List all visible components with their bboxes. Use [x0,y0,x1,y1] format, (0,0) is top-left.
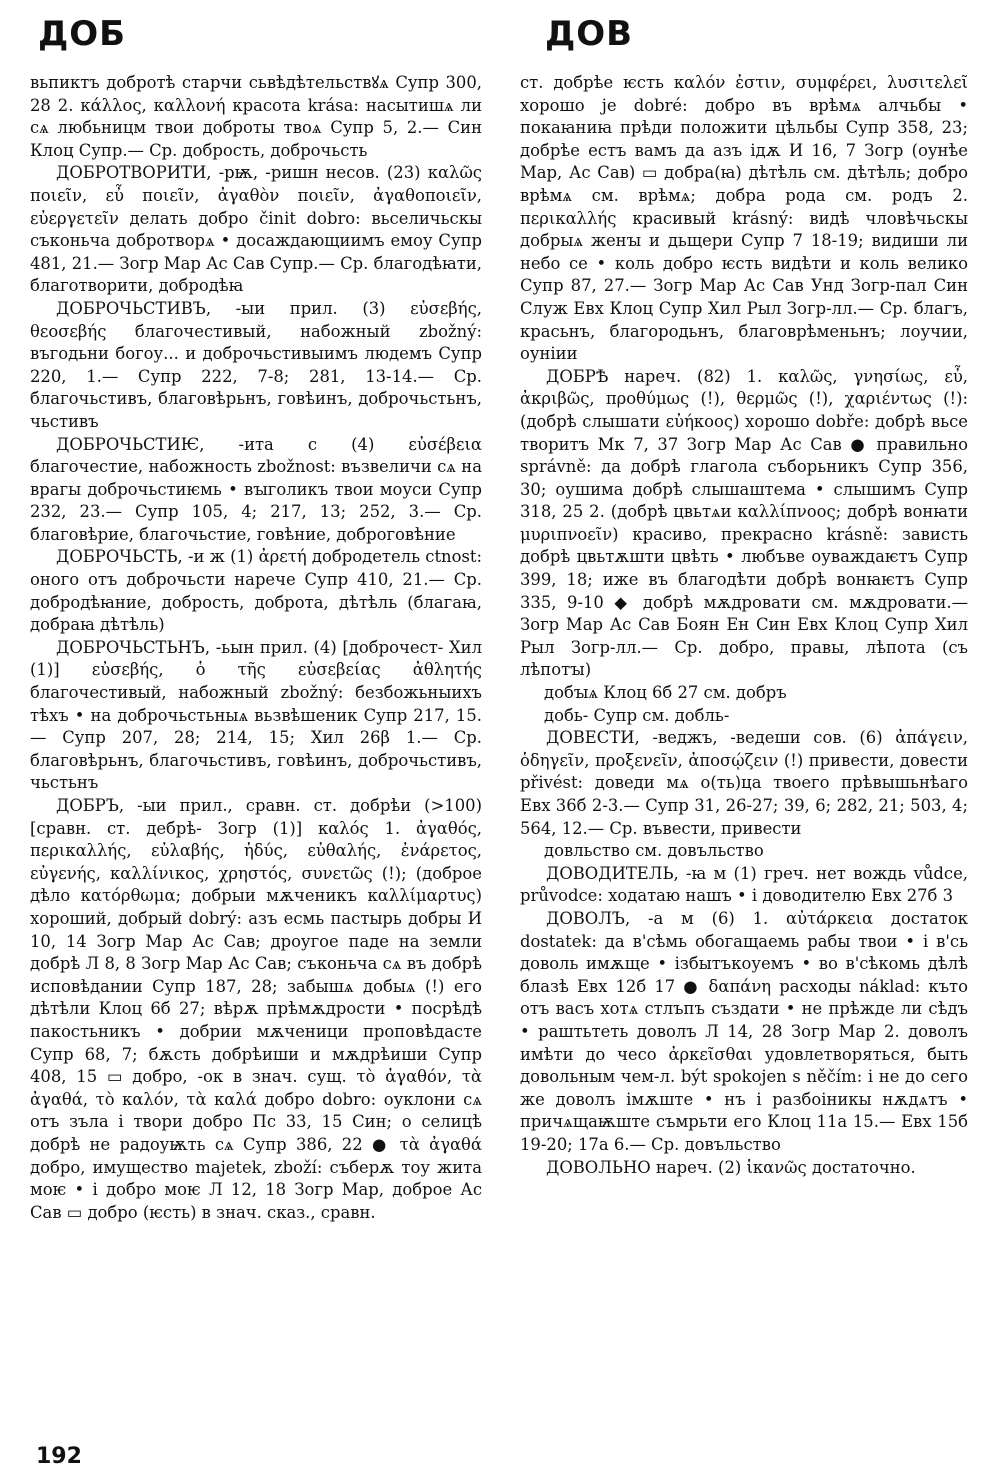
dictionary-entry: ДОВОДИТЕЛЬ, -ꙗ м (1) греч. нет вождь vůdce, průvodce: ходатаю нашъ • і доводителю Евх 27б 3 [520,863,968,906]
right-column [520,72,968,1179]
dictionary-entry: ДОБРОЧЬСТЬ, -и ж (1) ἀρετή добродетель ctnost: оного отъ доброчьсти нарече Супр 410, 21.— Ср. добродѣꙗние, добрость, доброта, дѣтѣль (благаꙗ, добраꙗ дѣтѣль) [30,547,482,635]
dictionary-entry: ДОВЕСТИ, -веджъ, -ведеши сов. (6) ἀπάγειν, ὁδηγεῖν, προξενεῖν, ἀποσῴζειν (!) привести, довести přivést: доведи мѧ о(ть)ца твоего прѣвышьнѣаго Евх 36б 2-3.— Супр 31, 26-27; 39, 6; 282, 21; 503, 4; 564, 12.— Ср. въвести, привести [520,728,968,838]
dictionary-entry: ДОБРѢ нареч. (82) 1. καλῶς, γνησίως, εὖ, ἀκριβῶς, προθύμως (!), θερμῶς (!), χαριέντως (!): (добрѣ слышати εὐήκοος) хорошо dobře: добрѣ вьсе творитъ Мк 7, 37 Зогр Мар Ас Сав ● правильно správně: да добрѣ глагола съборьникъ Супр 356, 30; оушима добрѣ слышаштема • слышимъ Супр 318, 25 2. (добрѣ цвьтѧи καλλίπνοος; добрѣ вонꙗти μυριπνοεῖν) красиво, прекрасно krásně: зависть добрѣ цвьтѫшти цвѣть • любъве оуваждаѥтъ Супр 399, 18; иже въ благодѣти добрѣ вонꙗѥтъ Супр 335, 9-10 ◆ добрѣ мѫдровати см. мѫдровати.— Зогр Мар Ас Сав Боян Ен Син Евх Клоц Супр Хил Рыл Зогр-лл.— Ср. добро, правы, лѣпота (съ лѣпотꙑ) [520,366,968,680]
running-head-right: ДОВ [545,14,634,54]
dictionary-entry: вьпиктъ добротѣ старчи сьвѣдѣтельствꙋѧ Супр 300, 28 2. κάλλος, καλλονή красота krása: насытишѧ ли сѧ любьницм твои доброты твоѧ Супр 5, 2.— Син Клоц Супр.— Ср. добрость, доброчьсть [30,73,482,160]
dictionary-entry: ДОБРЪ, -ыи прил., сравн. ст. добрѣи (>100) [сравн. ст. дебрѣ- Зогр (1)] καλός 1. ἀγαθός, περικαλλής, εὐλαβής, ἡδύς, εὐθαλής, ἐνάρετος, εὐγενής, καλλίνικος, χρηστός, συνετῶς (!); (доброе дѣло κατόρθωμα; добрыи мѫченикъ καλλίμαρτυς) хороший, добрый dobrý: азъ есмь пастырь добры И 10, 14 Зогр Мар Ас Сав; дроугое паде на земли добрѣ Л 8, 8 Зогр Мар Ас Сав; съконьча сѧ въ добрѣ исповѣдании Супр 187, 28; забышѧ добыѧ (!) его дѣтѣли Клоц 6б 27; вѣрѫ прѣмѫдрости • посрѣдѣ пакостьникъ • добрии мѫченици проповѣдасте Супр 68, 7; бѫсть добрѣиши и мѫдрѣиши Супр 408, 15 ▭ добро, -ок в знач. сущ. τὸ ἀγαθόν, τὰ ἀγαθά, τὸ καλόν, τὰ καλά добро dobro: оуклони сѧ отъ зъла і твори добро Пс 33, 15 Син; о селицѣ добрѣ не радоуѭть сѧ Супр 386, 22 ● τὰ ἀγαθά добро, имущество majetek, zboží: съберѫ тоу жита моѥ • і добро моѥ Л 12, 18 Зогр Мар, доброе Ас Сав ▭ добро (ѥсть) в знач. сказ., сравн. [30,796,482,1222]
dictionary-entry: ДОБРОТВОРИТИ, -рѭ, -ришн несов. (23) καλῶς ποιεῖν, εὖ ποιεῖν, ἀγαθὸν ποιεῖν, ἀγαθοποιεῖν, εὐεργετεῖν делать добро činit dobro: вьселичьскы съконьча добротворѧ • досаждающиимъ емоу Супр 481, 21.— Зогр Мар Ас Сав Супр.— Ср. благодѣꙗти, благотворити, добродѣꙗ [30,163,482,296]
cross-reference: добꙑѧ Клоц 6б 27 см. добръ [544,683,787,703]
dictionary-entry: ДОБРОЧЬСТЬНЪ, -ьын прил. (4) [доброчест- Хил (1)] εὐσεβής, ὁ τῆς εὐσεβείας ἀθλητής благочестивый, набожный zbožný: безбожьныихъ тѣхъ • на доброчьстьныѧ вьзвѣшеник Супр 217, 15.— Супр 207, 28; 214, 15; Хил 26β 1.— Ср. благовѣрьнъ, благочьстивъ, говѣинъ, доброчьстивъ, чьстьнъ [30,637,482,793]
cross-reference: довльство см. довъльство [544,841,764,861]
page-number: 192 [36,1444,82,1469]
dictionary-entry: ДОБРОЧЬСТИѤ, -ита с (4) εὐσέβεια благочестие, набожность zbožnost: възвеличи сѧ на врагы доброчьстиѥмь • вꙑголикъ твои моуси Супр 232, 23.— Супр 105, 4; 217, 13; 252, 3.— Ср. благовѣрие, благочьстие, говѣние, доброговѣние [30,434,482,544]
dictionary-entry: ДОВОЛЬНО нареч. (2) ἱκανῶς достаточно. [546,1157,916,1177]
cross-reference: добь- Супр см. добль- [544,705,730,725]
dictionary-entry: ДОВОЛЪ, -а м (6) 1. αὐτάρκεια достаток dostatek: да в'сѣмь обогащаемь рабы твои • і в'сь доволь имѫще • ізбытъкоуемъ • во в'сѣкомь дѣлѣ блазѣ Евх 12б 17 ● δαπάνη расходы náklad: къто отъ васъ хотѧ стлъпъ създати • не прѣжде ли сѣдъ • раштьтеть доволъ Л 14, 28 Зогр Мар 2. доволъ имѣти до чесо ἀρκεῖσθαι удовлетворяться, быть довольным чем-л. být spokojen s něčím: і не до сего же доволъ імѫште • нъ і разбоіникы нѫдѧтъ • причѧщаѭште съмрьти его Клоц 11а 15.— Евх 15б 19-20; 17а 6.— Ср. довъльство [520,908,968,1154]
left-column [30,72,482,1224]
running-head-left: ДОБ [38,14,127,54]
dictionary-entry: ДОБРОЧЬСТИВЪ, -ыи прил. (3) εὐσεβής, θεοσεβής благочестивый, набожный zbožný: въгодьни богоу... и доброчьстивыимъ людемъ Супр 220, 1.— Супр 222, 7-8; 281, 13-14.— Ср. благочьстивъ, благовѣрьнъ, говѣинъ, доброчьстьнъ, чьстивъ [30,298,482,431]
dictionary-entry: ст. добрѣе ѥсть καλόν ἐστιν, συμφέρει, λυσιτελεῖ хорошо je dobré: добро въ врѣмѧ алчьбы • покаꙗниꙗ прѣди положити цѣльбы Супр 358, 23; добрѣе естъ вамъ да азъ ідѫ И 16, 7 Зогр (оунѣе Мар, Ас Сав) ▭ добра(ꙗ) дѣтѣль см. дѣтѣль; добро врѣмѧ см. врѣмѧ; добра рода см. родъ 2. περικαλλής красивый krásný: видѣ чловѣчьскы добрыѧ женꙑ и дьщери Супр 7 18-19; видиши ли небо се • коль добро ѥсть видѣти и коль велико Супр 87, 27.— Зогр Мар Ас Сав Унд Зогр-пал Син Служ Евх Клоц Супр Хил Рыл Зогр-лл.— Ср. благъ, красьнъ, благородьнъ, благоврѣменьнъ; лоучии, оуніии [520,73,968,364]
